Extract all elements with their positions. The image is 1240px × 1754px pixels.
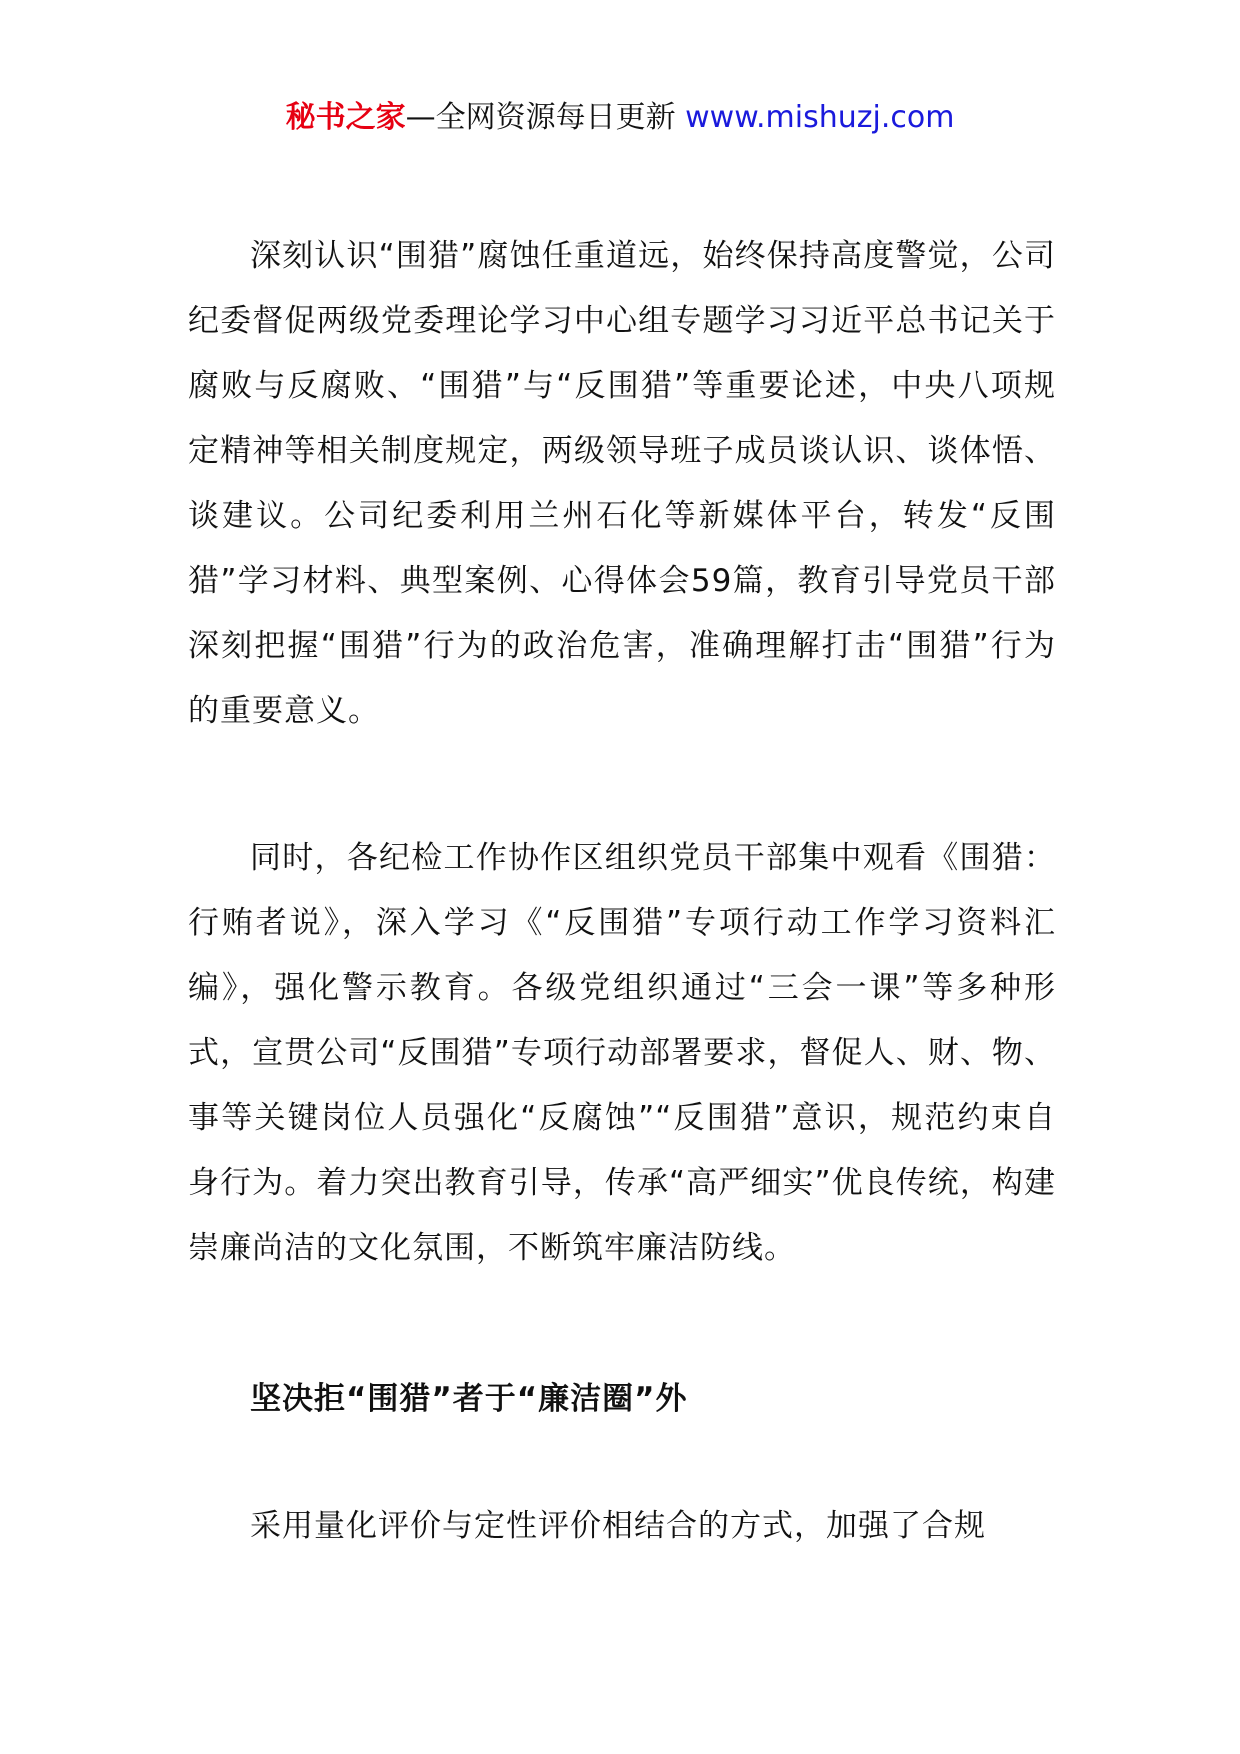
section-heading: 坚决拒“围猎”者于“廉洁圈”外 [250, 1381, 688, 1417]
paragraph-spacer [188, 1432, 1056, 1494]
paragraph-spacer [188, 1281, 1056, 1367]
header-tagline: —全网资源每日更新 [405, 100, 676, 135]
paragraph-2: 同时，各纪检工作协作区组织党员干部集中观看《围猎：行贿者说》，深入学习《“反围猎”专项行动工作学习资料汇编》，强化警示教育。各级党组织通过“三会一课”等多种形式，宣贯公司“反围猎”专项行动部署要求，督促人、财、物、事等关键岗位人员强化“反腐蚀”“反围猎”意识，规范约束自身行为。着力突出教育引导，传承“高严细实”优良传统，构建崇廉尚洁的文化氛围，不断筑牢廉洁防线。 [188, 840, 1056, 1266]
document-body [188, 224, 1056, 1559]
site-url-link[interactable]: www.mishuzj.com [685, 100, 955, 135]
page-header [0, 98, 1240, 138]
paragraph-3: 采用量化评价与定性评价相结合的方式，加强了合规 [250, 1508, 986, 1544]
paragraph-spacer [188, 744, 1056, 826]
paragraph-1: 深刻认识“围猎”腐蚀任重道远，始终保持高度警觉，公司纪委督促两级党委理论学习中心组专题学习习近平总书记关于腐败与反腐败、“围猎”与“反围猎”等重要论述，中央八项规定精神等相关制度规定，两级领导班子成员谈认识、谈体悟、谈建议。公司纪委利用兰州石化等新媒体平台，转发“反围猎”学习材料、典型案例、心得体会59篇，教育引导党员干部深刻把握“围猎”行为的政治危害，准确理解打击“围猎”行为的重要意义。 [188, 238, 1056, 729]
brand-name: 秘书之家 [285, 100, 406, 135]
